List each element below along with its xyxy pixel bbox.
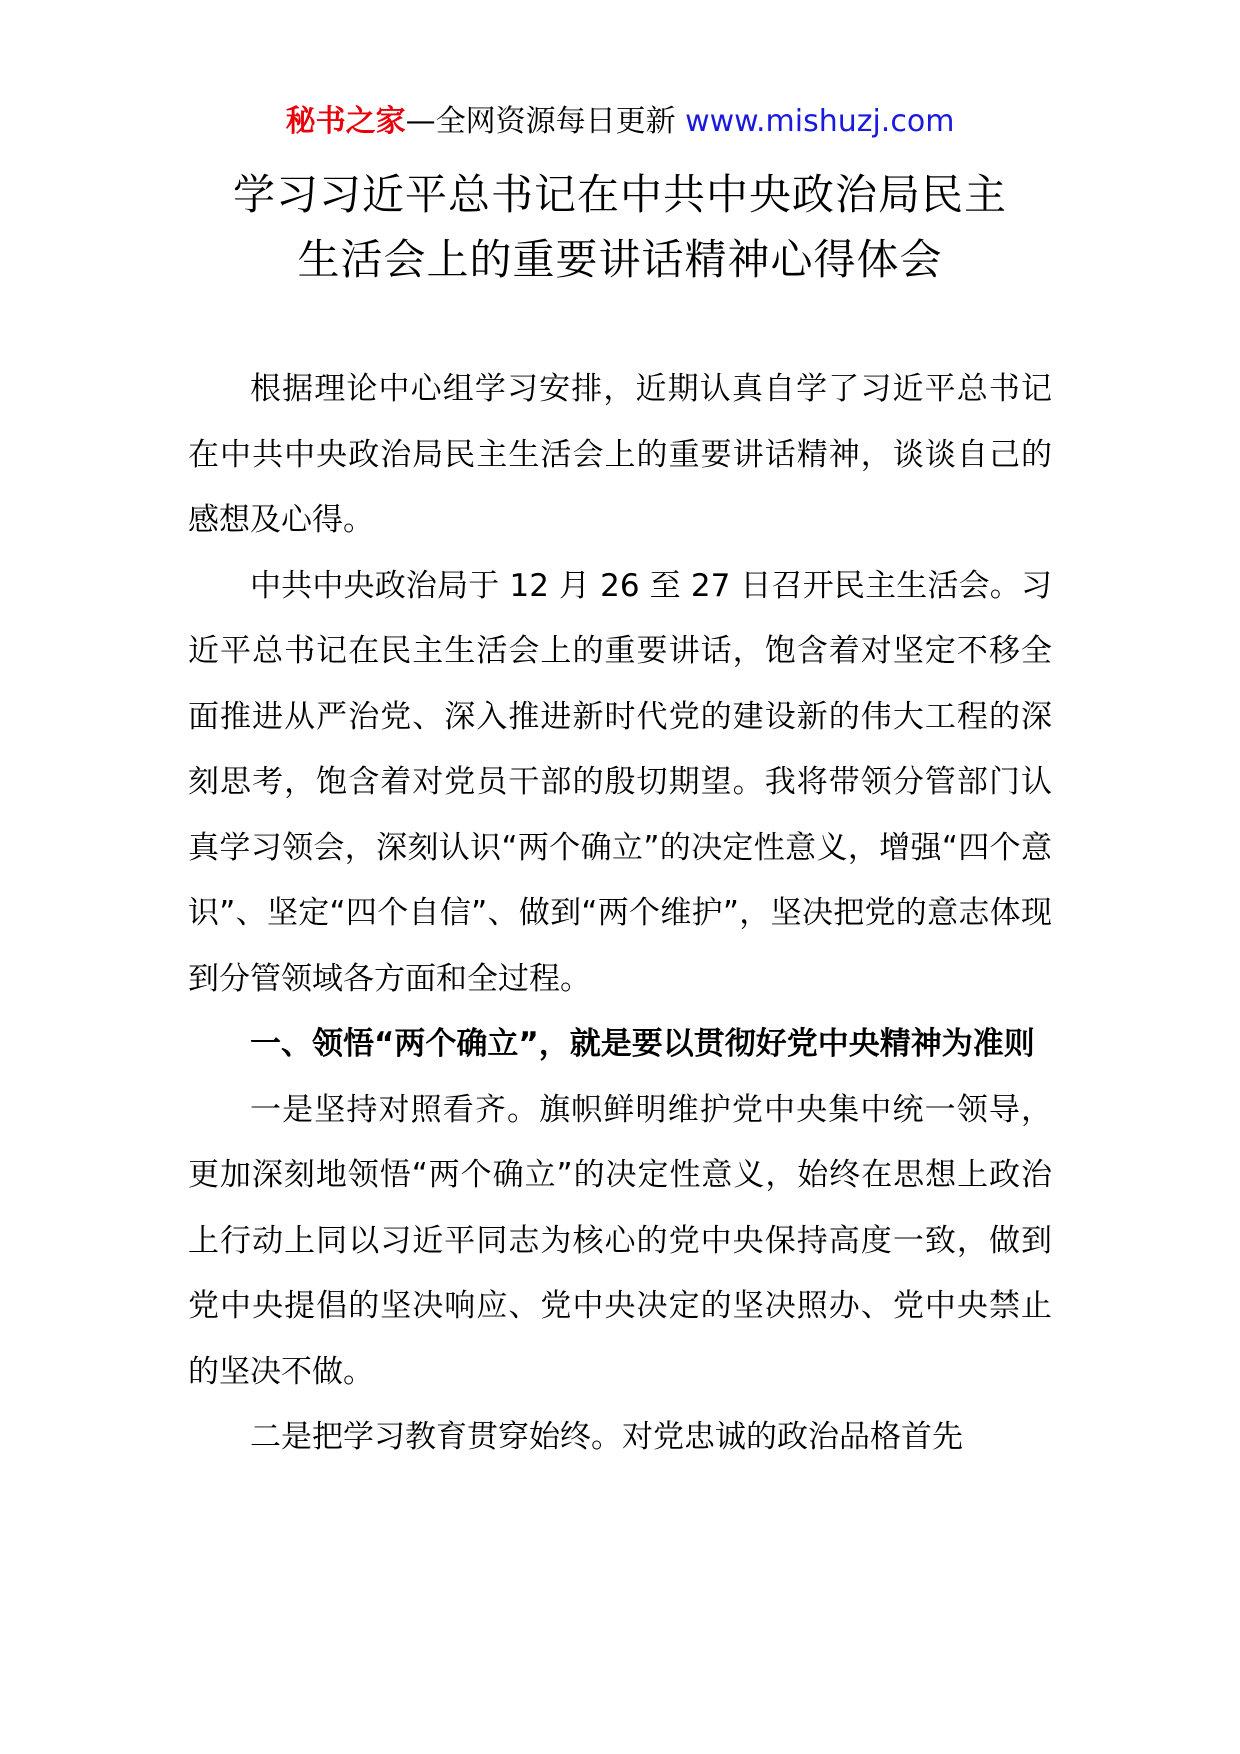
paragraph-intro: 根据理论中心组学习安排，近期认真自学了习近平总书记在中共中央政治局民主生活会上的重要讲话精神，谈谈自己的感想及心得。	[188, 371, 1052, 538]
brand-slogan: —全网资源每日更新	[405, 104, 676, 139]
site-url[interactable]: www.mishuzj.com	[675, 104, 955, 139]
title-line-2: 生活会上的重要讲话精神心得体会	[297, 235, 943, 284]
document-body	[188, 357, 1052, 1471]
document-title	[0, 162, 1240, 292]
section-heading-1: 一、领悟“两个确立”，就是要以贯彻好党中央精神为准则	[250, 1026, 1035, 1062]
paragraph-point-1: 一是坚持对照看齐。旗帜鲜明维护党中央集中统一领导，更加深刻地领悟“两个确立”的决定性意义，始终在思想上政治上行动上同以习近平同志为核心的党中央保持高度一致，做到党中央提倡的坚决响应、党中央决定的坚决照办、党中央禁止的坚决不做。	[188, 1091, 1052, 1390]
title-line-1: 学习习近平总书记在中共中央政治局民主	[232, 170, 1007, 219]
paragraph-point-2: 二是把学习教育贯穿始终。对党忠诚的政治品格首先	[250, 1419, 963, 1455]
watermark-header	[0, 102, 1240, 142]
brand-name: 秘书之家	[285, 104, 406, 139]
paragraph-meeting: 中共中央政治局于 12 月 26 至 27 日召开民主生活会。习近平总书记在民主生活会上的重要讲话，饱含着对坚定不移全面推进从严治党、深入推进新时代党的建设新的伟大工程的深刻思考，饱含着对党员干部的殷切期望。我将带领分管部门认真学习领会，深刻认识“两个确立”的决定性意义，增强“四个意识”、坚定“四个自信”、做到“两个维护”，坚决把党的意志体现到分管领域各方面和全过程。	[188, 567, 1052, 997]
